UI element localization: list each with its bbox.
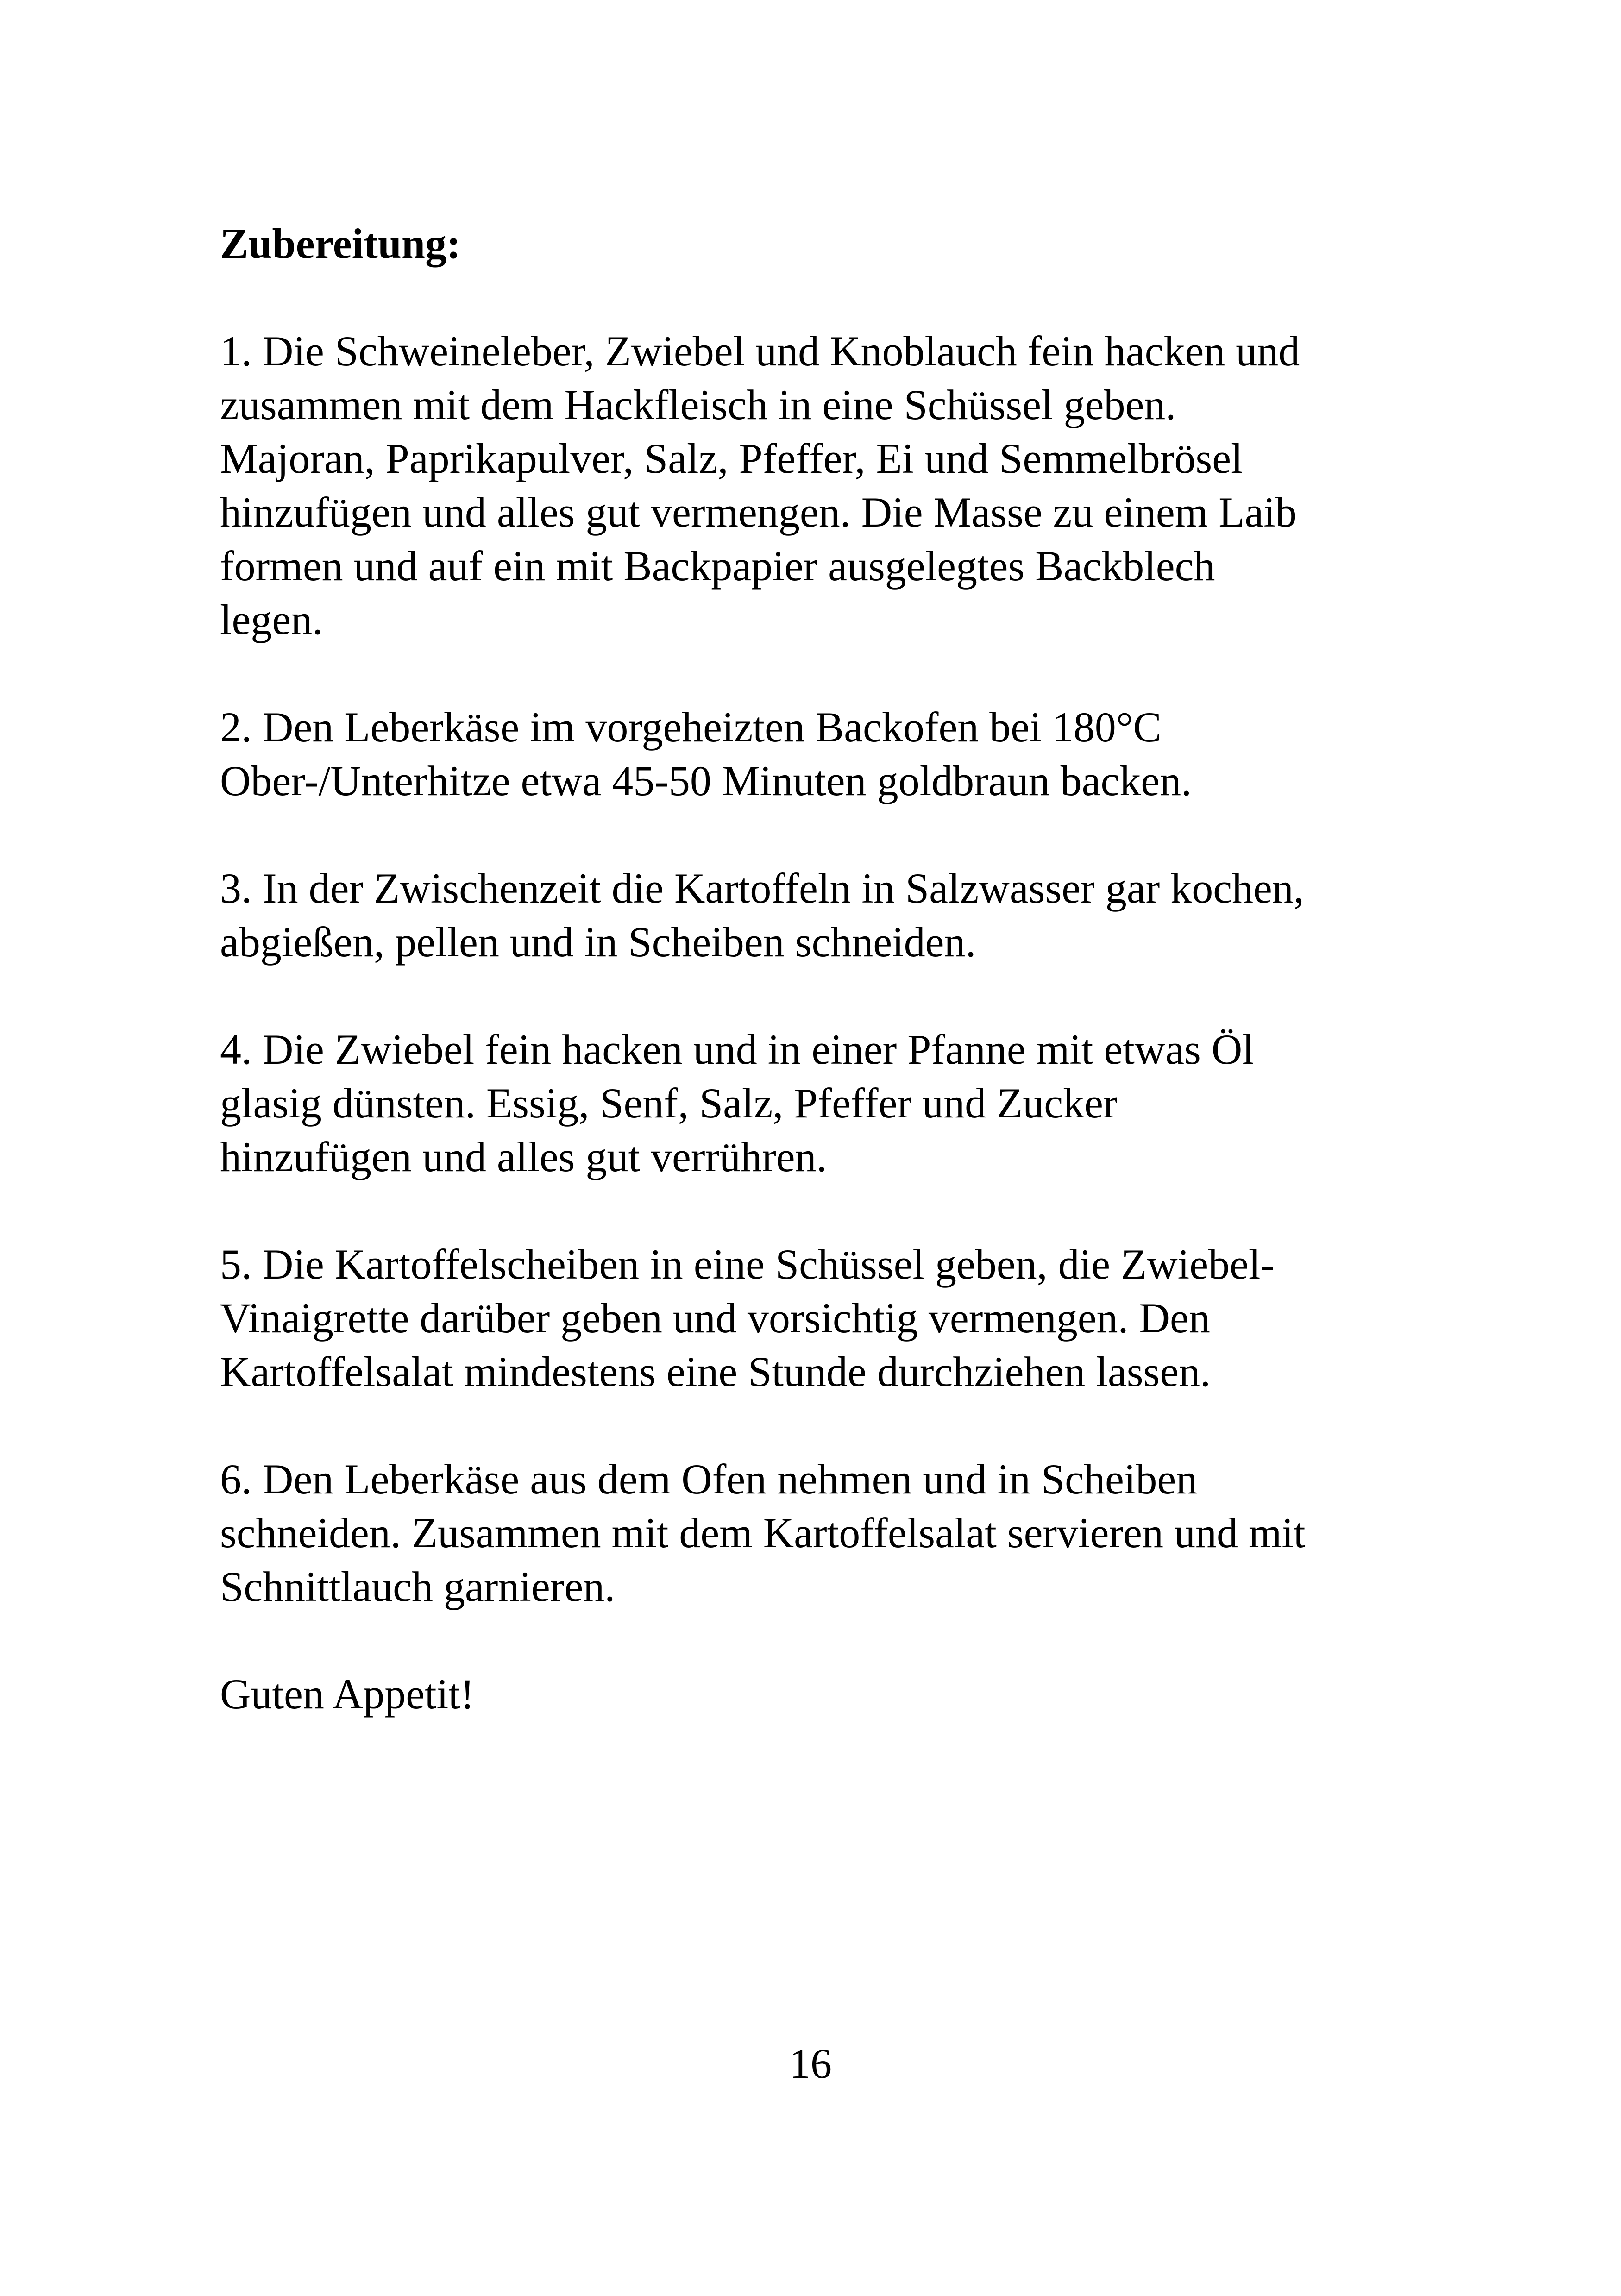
step-line: 4. Die Zwiebel fein hacken und in einer Pfanne mit etwas Öl [220,1026,1254,1073]
step-6 [220,1452,1433,1613]
step-5 [220,1237,1433,1399]
step-line: abgießen, pellen und in Scheiben schneiden. [220,918,976,966]
step-line: hinzufügen und alles gut verrühren. [220,1133,827,1180]
spacer [220,808,1433,861]
step-line: 5. Die Kartoffelscheiben in eine Schüssel geben, die Zwiebel- [220,1241,1275,1288]
step-line: Majoran, Paprikapulver, Salz, Pfeffer, Ei und Semmelbrösel [220,435,1243,482]
spacer [220,646,1433,700]
step-line: Vinaigrette darüber geben und vorsichtig vermengen. Den [220,1294,1210,1342]
step-line: 3. In der Zwischenzeit die Kartoffeln in Salzwasser gar kochen, [220,865,1304,912]
step-line: schneiden. Zusammen mit dem Kartoffelsalat servieren und mit [220,1509,1306,1556]
section-heading: Zubereitung: [220,220,461,267]
step-4 [220,1023,1433,1184]
step-line: 2. Den Leberkäse im vorgeheizten Backofen bei 180°C [220,703,1162,751]
spacer [220,1399,1433,1452]
step-line: hinzufügen und alles gut vermengen. Die Masse zu einem Laib [220,489,1297,536]
page-number: 16 [789,2040,832,2087]
step-line: Kartoffelsalat mindestens eine Stunde durchziehen lassen. [220,1348,1211,1395]
step-2 [220,700,1433,808]
step-line: formen und auf ein mit Backpapier ausgelegtes Backblech [220,542,1215,590]
spacer [220,1184,1433,1237]
step-3 [220,861,1433,969]
step-line: glasig dünsten. Essig, Senf, Salz, Pfeffer und Zucker [220,1079,1118,1127]
step-line: 6. Den Leberkäse aus dem Ofen nehmen und in Scheiben [220,1455,1198,1503]
step-line: legen. [220,596,323,643]
closing-text: Guten Appetit! [220,1670,475,1718]
step-line: Ober-/Unterhitze etwa 45-50 Minuten goldbraun backen. [220,757,1192,804]
spacer [220,270,1433,324]
step-line: Schnittlauch garnieren. [220,1563,616,1610]
spacer [220,969,1433,1023]
spacer [220,1613,1433,1667]
step-1 [220,324,1433,646]
step-line: 1. Die Schweineleber, Zwiebel und Knoblauch fein hacken und [220,327,1300,375]
recipe-preparation [220,217,1433,1721]
step-line: zusammen mit dem Hackfleisch in eine Schüssel geben. [220,381,1176,428]
